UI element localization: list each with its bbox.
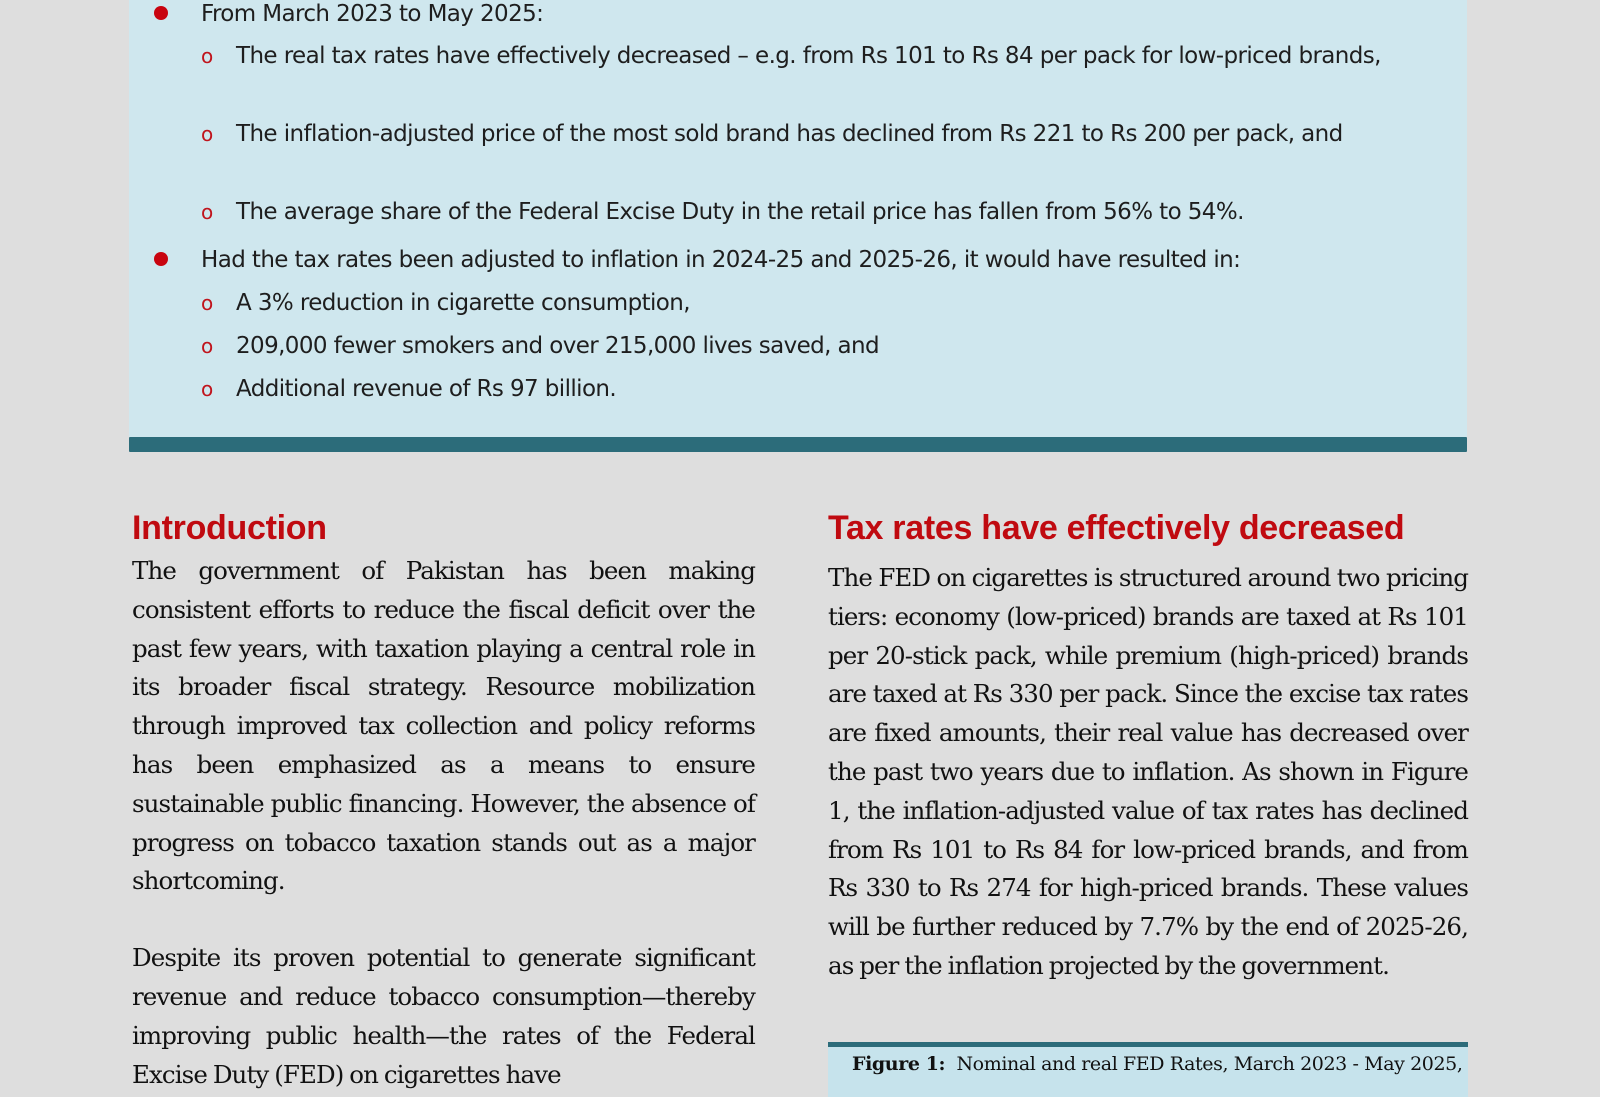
bullet-dot-icon [154, 252, 168, 266]
figure-caption-text: Nominal and real FED Rates, March 2023 - May 2025, [956, 1053, 1463, 1075]
figure-1-caption [852, 1053, 1463, 1075]
bullet-dot-icon [154, 6, 168, 20]
tax-rates-heading: Tax rates have effectively decreased [828, 509, 1405, 547]
tax-rates-paragraph-1: The FED on cigarettes is structured around two pricing tiers: economy (low-priced) brands are taxed at Rs 101 per 20-stick pack, while premium (high-priced) brands are taxed at Rs 330 per pack. Since the excise tax rates are fixed amounts, their real value has decreased over the past two years due to inflation. As shown in Figure 1, the inflation-adjusted value of tax rates has declined from Rs 101 to Rs 84 for low-priced brands, and from Rs 330 to Rs 274 for high-priced brands. These values will be further reduced by 7.7% by the end of 2025-26, as per the inflation projected by the government. [828, 563, 1468, 980]
sub-bullet-marker-icon: o [201, 122, 214, 146]
summary-sub-item: Additional revenue of Rs 97 billion. [236, 376, 617, 402]
summary-sub-item: A 3% reduction in cigarette consumption, [236, 290, 690, 316]
sub-bullet-marker-icon: o [201, 377, 214, 401]
summary-sub-item: 209,000 fewer smokers and over 215,000 lives saved, and [236, 333, 880, 359]
summary-bullet-1: From March 2023 to May 2025: [201, 1, 544, 27]
summary-bullet-2: Had the tax rates been adjusted to inflation in 2024-25 and 2025-26, it would have resulted in: [201, 247, 1241, 273]
tax-rates-body [828, 559, 1468, 986]
summary-sub-item: The real tax rates have effectively decreased – e.g. from Rs 101 to Rs 84 per pack for low-priced brands, [236, 43, 1381, 69]
sub-bullet-marker-icon: o [201, 44, 214, 68]
sub-bullet-marker-icon: o [201, 334, 214, 358]
summary-sub-item: The inflation-adjusted price of the most sold brand has declined from Rs 221 to Rs 200 per pack, and [236, 121, 1343, 147]
figure-1-caption-box [828, 1042, 1468, 1097]
summary-sub-item: The average share of the Federal Excise Duty in the retail price has fallen from 56% to 54%. [236, 199, 1244, 225]
sub-bullet-marker-icon: o [201, 291, 214, 315]
introduction-paragraph-1: The government of Pakistan has been making consistent efforts to reduce the fiscal deficit over the past few years, with taxation playing a central role in its broader fiscal strategy. Resource mobilization through improved tax collection and policy reforms has been emphasized as a means to ensure sustainable public financing. However, the absence of progress on tobacco taxation stands out as a major shortcoming. [132, 556, 755, 896]
figure-label: Figure 1: [852, 1053, 946, 1075]
sub-bullet-marker-icon: o [201, 200, 214, 224]
introduction-body [132, 552, 755, 1094]
summary-divider-bar [129, 437, 1467, 452]
introduction-heading: Introduction [132, 509, 327, 547]
key-findings-box [129, 0, 1467, 437]
introduction-paragraph-2: Despite its proven potential to generate significant revenue and reduce tobacco consumption—thereby improving public health—the rates of the Federal Excise Duty (FED) on cigarettes have [132, 943, 755, 1089]
